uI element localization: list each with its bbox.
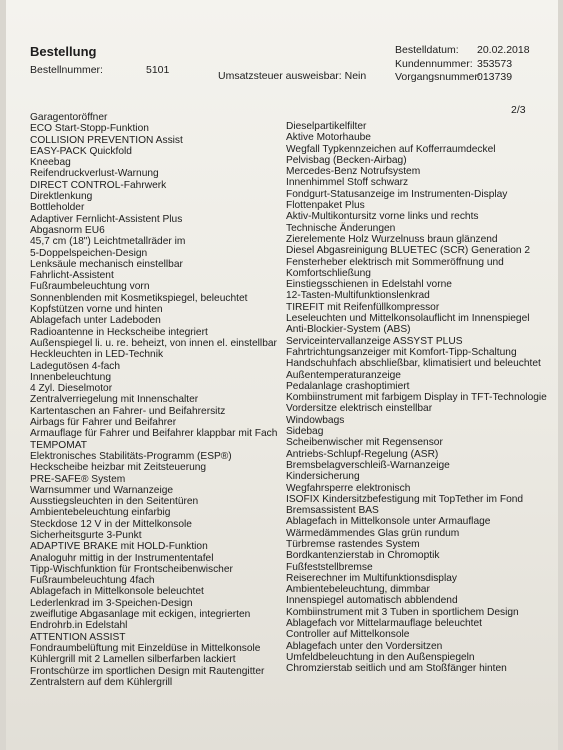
equipment-item: Kombiinstrument mit 3 Tuben in sportlichem Design [286,606,519,618]
equipment-item: Windowbags [286,414,345,426]
order-date-value: 20.02.2018 [477,44,530,56]
equipment-item: Pelvisbag (Becken-Airbag) [286,154,407,166]
document-title: Bestellung [30,44,97,59]
equipment-item: Umfeldbeleuchtung in den Außenspiegeln [286,651,475,663]
equipment-item: Technische Änderungen [286,222,396,234]
equipment-item: Fahrlicht-Assistent [30,270,114,282]
equipment-item: TIREFIT mit Reifenfüllkompressor [286,301,440,313]
equipment-item: Dieselpartikelfilter [286,121,367,132]
equipment-item: Bordkantenzierstab in Chromoptik [286,550,440,562]
equipment-item: Vordersitze elektrisch einstellbar [286,403,433,415]
equipment-item: Leseleuchten und Mittelkonsolauflicht im Innenspiegel [286,313,530,325]
equipment-item: ISOFIX Kindersitzbefestigung mit TopTether im Fond [286,493,524,505]
equipment-item: Frontschürze im sportlichen Design mit Rautengitter [30,665,265,677]
equipment-item: Innenhimmel Stoff schwarz [286,177,409,189]
equipment-item: 45,7 cm (18") Leichtmetallräder im [30,236,186,248]
process-number-value: 013739 [477,71,513,83]
equipment-item: Türbremse rastendes System [286,538,420,550]
equipment-item: Zentralverriegelung mit Innenschalter [30,394,199,406]
equipment-item: Ablagefach in Mittelkonsole beleuchtet [30,586,204,598]
equipment-item: Sidebag [286,426,324,438]
equipment-item: Kopfstützen vorne und hinten [30,304,163,316]
equipment-item: Innenbeleuchtung [30,371,112,383]
equipment-item: Außenspiegel li. u. re. beheizt, von innen el. einstellbar [30,337,277,349]
equipment-item: Bottleholder [30,202,85,214]
equipment-item: Fondgurt-Statusanzeige im Instrumenten-Display [286,188,508,200]
equipment-item: Fußraumbeleuchtung 4fach [30,575,155,587]
equipment-item: Adaptiver Fernlicht-Assistent Plus [30,213,183,225]
page-number: 2/3 [511,104,526,116]
equipment-item: Komfortschließung [286,267,371,279]
equipment-item: Heckscheibe heizbar mit Zeitsteuerung [30,462,207,474]
equipment-item: Endrohrb.in Edelstahl [30,620,128,632]
equipment-item: 12-Tasten-Multifunktionslenkrad [286,290,430,302]
equipment-item: TEMPOMAT [30,439,87,451]
equipment-item: Fußfeststellbremse [286,561,373,573]
order-meta [395,44,530,85]
equipment-item: Bremsbelagverschleiß-Warnanzeige [286,459,450,471]
equipment-item: Lenksäule mechanisch einstellbar [30,258,183,270]
equipment-item: ADAPTIVE BRAKE mit HOLD-Funktion [30,541,208,553]
equipment-item: Airbags für Fahrer und Beifahrer [30,417,177,429]
equipment-item: Steckdose 12 V in der Mittelkonsole [30,518,192,530]
equipment-item: Zentralstern auf dem Kühlergrill [30,676,173,688]
equipment-item: Bremsassistent BAS [286,505,379,517]
equipment-item: Wärmedämmendes Glas grün rundum [286,527,460,539]
equipment-item: Antriebs-Schlupf-Regelung (ASR) [286,448,439,460]
order-number-value: 5101 [146,64,170,76]
customer-number-row [395,58,530,72]
equipment-item: Elektronisches Stabilitäts-Programm (ESP®) [30,450,232,462]
equipment-item: Sicherheitsgurte 3-Punkt [30,529,142,541]
equipment-item: Aktive Motorhaube [286,132,371,144]
equipment-item: Kindersicherung [286,471,360,483]
equipment-item: Handschuhfach abschließbar, klimatisiert und beleuchtet [286,358,541,370]
customer-number-label: Kundennummer: [395,57,473,70]
equipment-item: COLLISION PREVENTION Assist [30,134,183,146]
equipment-item: Sonnenblenden mit Kosmetikspiegel, beleuchtet [30,292,248,304]
equipment-item: Ambientebeleuchtung, dimmbar [286,584,430,596]
equipment-item: Einstiegsschienen in Edelstahl vorne [286,279,452,291]
equipment-item: ATTENTION ASSIST [30,631,126,643]
equipment-item: Reifendruckverlust-Warnung [30,168,159,180]
equipment-list-right [286,121,547,675]
equipment-item: Fensterheber elektrisch mit Sommeröffnung und [286,256,504,268]
equipment-item: Innenspiegel automatisch abblendend [286,595,458,607]
equipment-item: Lederlenkrad im 3-Speichen-Design [30,597,193,609]
equipment-item: PRE-SAFE® System [30,473,126,485]
equipment-item: Analoguhr mittig in der Instrumententafel [30,552,214,564]
equipment-item: EASY-PACK Quickfold [30,145,132,157]
equipment-item: Flottenpaket Plus [286,200,365,212]
equipment-item: 4 Zyl. Dieselmotor [30,383,113,395]
equipment-item: Pedalanlage crashoptimiert [286,380,410,392]
equipment-item: Ladegutösen 4-fach [30,360,121,372]
equipment-item: Kartentaschen an Fahrer- und Beifahrersitz [30,405,226,417]
equipment-item: Chromzierstab seitlich und am Stoßfänger hinten [286,663,507,675]
vat-text: Umsatzsteuer ausweisbar: Nein [218,70,367,82]
equipment-item: Direktlenkung [30,191,93,203]
equipment-item: Fahrtrichtungsanzeiger mit Komfort-Tipp-Schaltung [286,346,517,358]
equipment-item: ECO Start-Stopp-Funktion [30,123,149,135]
equipment-item: Garagentoröffner [30,112,108,123]
equipment-item: Außentemperaturanzeige [286,369,401,381]
equipment-item: Anti-Blockier-System (ABS) [286,324,411,336]
equipment-item: 5-Doppelspeichen-Design [30,247,148,259]
equipment-item: Ablagefach unter Ladeboden [30,315,161,327]
equipment-item: Kombiinstrument mit farbigem Display in TFT-Technologie [286,392,547,404]
equipment-item: Reiserechner im Multifunktionsdisplay [286,572,457,584]
equipment-item: Zierelemente Holz Wurzelnuss braun glänzend [286,233,498,245]
customer-number-value: 353573 [477,57,513,70]
equipment-item: Kühlergrill mit 2 Lamellen silberfarben lackiert [30,654,236,666]
equipment-item: Warnsummer und Warnanzeige [30,484,174,496]
equipment-item: Wegfall Typkennzeichen auf Kofferraumdeckel [286,143,496,155]
equipment-item: Kneebag [30,157,71,169]
order-date-row [395,44,530,58]
equipment-item: Controller auf Mittelkonsole [286,629,410,641]
equipment-item: Wegfahrsperre elektronisch [286,482,411,494]
process-number-row [395,71,530,85]
equipment-item: Mercedes-Benz Notrufsystem [286,166,421,178]
process-number-label: Vorgangsnummer: [395,71,481,83]
equipment-item: Tipp-Wischfunktion für Frontscheibenwischer [30,563,233,575]
equipment-item: Ablagefach in Mittelkonsole unter Armauflage [286,516,491,528]
equipment-item: Serviceintervallanzeige ASSYST PLUS [286,335,463,347]
equipment-item: Radioantenne in Heckscheibe integriert [30,326,208,338]
equipment-item: Ablagefach vor Mittelarmauflage beleuchtet [286,618,482,630]
equipment-item: Ausstiegsleuchten in den Seitentüren [30,496,199,508]
equipment-item: Scheibenwischer mit Regensensor [286,437,443,449]
equipment-item: Armauflage für Fahrer und Beifahrer klappbar mit Fach [30,428,278,440]
equipment-item: Fußraumbeleuchtung vorn [30,281,150,293]
order-number-label: Bestellnummer: [30,64,103,76]
equipment-item: Fondraumbelüftung mit Einzeldüse in Mittelkonsole [30,642,261,654]
equipment-item: Ablagefach unter den Vordersitzen [286,640,443,652]
document-page [6,0,558,750]
equipment-item: Ambientebeleuchtung einfarbig [30,507,171,519]
order-date-label: Bestelldatum: [395,44,459,56]
equipment-item: DIRECT CONTROL-Fahrwerk [30,179,167,191]
equipment-list-left [30,112,277,688]
equipment-item: Diesel Abgasreinigung BLUETEC (SCR) Generation 2 [286,245,531,257]
equipment-item: Aktiv-Multikontursitz vorne links und rechts [286,211,479,223]
equipment-item: Heckleuchten in LED-Technik [30,349,164,361]
equipment-item: Abgasnorm EU6 [30,224,105,236]
equipment-item: zweiflutige Abgasanlage mit eckigen, integrierten [30,609,251,621]
